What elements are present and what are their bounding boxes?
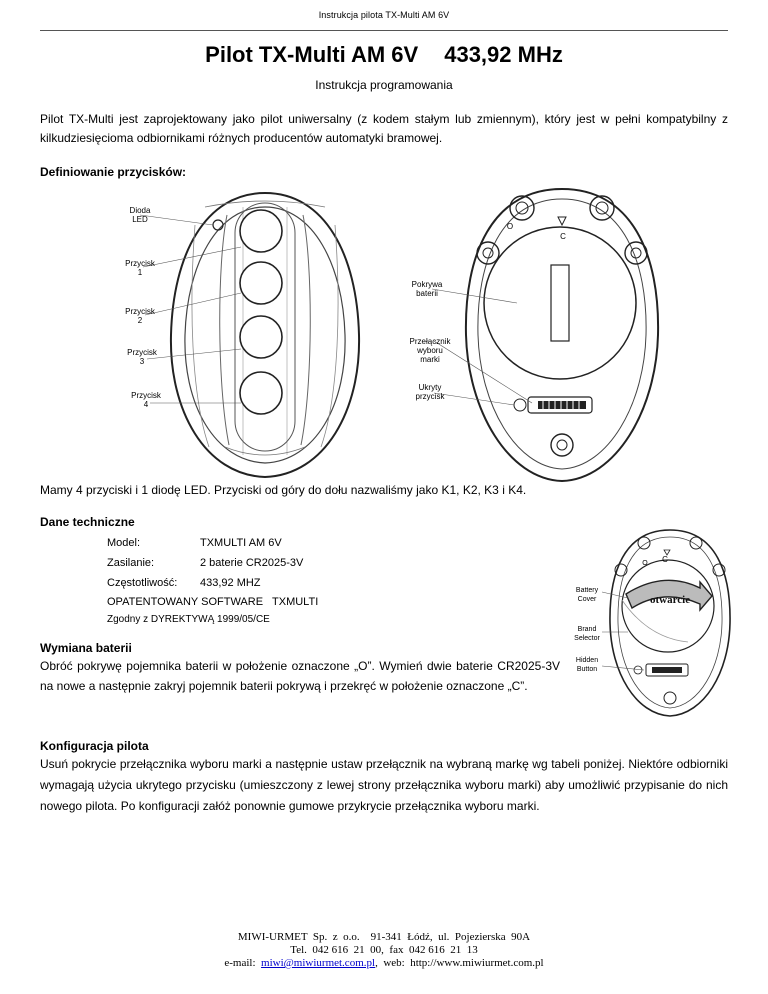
remote-back-illustration [462,185,662,485]
footer [0,931,768,970]
battery-cover-diagram [608,528,732,718]
config-heading: Konfiguracja pilota [40,739,149,753]
frequency-value: 433,92 MHZ [200,577,261,589]
remote-front-illustration [165,185,365,485]
diagram-close-mark: C [662,555,668,564]
label-button-2: Przycisk 2 [125,307,155,325]
label-brand-selector: Przełącznik wyboru marki [409,337,451,364]
label-button-4: Przycisk 4 [131,391,161,409]
title-main: Pilot TX-Multi AM 6V [205,42,419,67]
model-value: TXMULTI AM 6V [200,537,282,549]
title-frequency: 433,92 MHz [444,42,563,67]
open-direction-label: otwarcie [650,594,691,606]
compliance-line: Zgodny z DYREKTYWĄ 1999/05/CE [107,614,270,625]
header-divider [40,30,728,31]
intro-paragraph: Pilot TX-Multi jest zaprojektowany jako pilot uniwersalny (z kodem stałym lub zmiennym), który jest w pełni kompatybilny z kilkudziesięcioma odbiornikami różnych producentów automatyki bramowej. [40,112,728,145]
label-hidden-button-en: Hidden Button [575,657,599,673]
battery-heading: Wymiana baterii [40,641,132,655]
power-label: Zasilanie: [107,557,155,569]
running-header: Instrukcja pilota TX-Multi AM 6V [318,10,450,20]
footer-phone: Tel. 042 616 21 00, fax 042 616 21 13 [290,944,478,956]
label-brand-selector-en: Brand Selector [574,626,600,642]
diagram-open-mark: O [642,560,648,567]
config-paragraph: Usuń pokrycie przełącznika wyboru marki a następnie ustaw przełącznik na wybraną markę wg tabeli poniżej. Niektóre odbiorniki wymagają użycia ukrytego przycisku (umieszczony z lewej strony przełącznika wyboru marki) aby umożliwić przypisanie do nich nowego pilota. Po konfiguracji załóż ponownie gumowe przykrycie przełącznika wyboru marki. [40,757,728,813]
label-hidden-button: Ukryty przycisk [415,383,445,401]
footer-email-link[interactable]: miwi@miwiurmet.com.pl [261,957,376,969]
footer-web: , web: http://www.miwiurmet.com.pl [375,957,544,969]
model-label: Model: [107,537,141,549]
footer-email-label: e-mail: [224,957,256,969]
footer-address: MIWI-URMET Sp. z o.o. 91-341 Łódź, ul. Pojezierska 90A [237,931,531,943]
page-title [0,42,768,68]
software-line: OPATENTOWANY SOFTWARE TXMULTI [107,596,319,608]
label-led: Dioda LED [129,206,151,224]
back-open-mark: O [506,222,514,231]
back-close-mark: C [560,232,566,241]
page-subtitle: Instrukcja programowania [315,78,453,92]
frequency-label: Częstotliwość: [107,577,178,589]
power-value: 2 baterie CR2025-3V [200,557,304,569]
label-button-3: Przycisk 3 [127,348,157,366]
label-button-1: Przycisk 1 [125,259,155,277]
label-battery-cover-en: Battery Cover [575,587,599,603]
tech-heading: Dane techniczne [40,515,135,529]
label-battery-cover: Pokrywa baterii [411,280,443,298]
battery-paragraph: Obróć pokrywę pojemnika baterii w położenie oznaczone „O”. Wymień dwie baterie CR2025-3V na nowe a następnie zakryj pojemnik baterii pokrywą i przekręć w położenie oznaczone „C”. [40,659,560,693]
buttons-heading: Definiowanie przycisków: [40,165,187,179]
buttons-caption: Mamy 4 przyciski i 1 diodę LED. Przyciski od góry do dołu nazwaliśmy jako K1, K2, K3 i K4. [40,483,527,497]
